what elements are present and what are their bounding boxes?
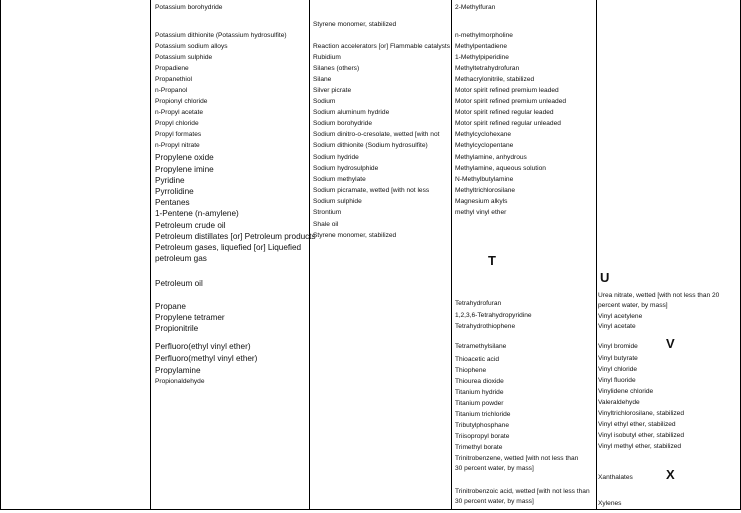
chemical-entry: Vinyl ethyl ether, stabilized xyxy=(598,421,676,428)
chemical-entry: Propyl chloride xyxy=(155,120,199,127)
chemical-entry: Urea nitrate, wetted [with not less than 20 percent water, by mass] xyxy=(598,292,720,309)
chemical-entry: Propionitrile xyxy=(155,324,199,333)
chemical-entry: Petroleum gases, liquefied [or] Liquefied petroleum gas xyxy=(155,243,302,263)
chemical-entry: methyl vinyl ether xyxy=(455,209,507,216)
chemical-entry: Titanium powder xyxy=(455,400,504,407)
chemical-entry: Petroleum oil xyxy=(155,279,203,288)
chemical-entry: Methylamine, aqueous solution xyxy=(455,165,546,172)
chemical-entry: Valeraldehyde xyxy=(598,399,640,406)
chemical-entry: Magnesium alkyls xyxy=(455,198,508,205)
chemical-entry: Titanium hydride xyxy=(455,389,504,396)
chemical-entry: Pyridine xyxy=(155,176,185,185)
chemical-entry: Sodium sulphide xyxy=(313,198,362,205)
column-divider xyxy=(309,0,310,510)
chemical-entry: Sodium methylate xyxy=(313,176,366,183)
chemical-entry: Perfluoro(ethyl vinyl ether) xyxy=(155,342,251,351)
chemical-entry: n-Propanol xyxy=(155,87,188,94)
chemical-entry: Tetrahydrofuran xyxy=(455,300,502,307)
letter-heading-x: X xyxy=(666,467,675,482)
chemical-entry: n-methylmorpholine xyxy=(455,32,513,39)
chemical-entry: Strontium xyxy=(313,209,342,216)
chemical-entry: Rubidium xyxy=(313,54,341,61)
chemical-entry: Titanium trichloride xyxy=(455,411,511,418)
chemical-entry: Motor spirit refined regular leaded xyxy=(455,109,554,116)
chemical-entry: Vinyl bromide xyxy=(598,343,638,350)
column-divider xyxy=(596,0,597,510)
chemical-entry: Pentanes xyxy=(155,198,190,207)
chemical-entry: Motor spirit refined premium leaded xyxy=(455,87,559,94)
chemical-entry: Reaction accelerators [or] Flammable catalysts xyxy=(313,43,451,50)
chemical-entry: Shale oil xyxy=(313,221,339,228)
chemical-entry: Vinyl isobutyl ether, stabilized xyxy=(598,432,685,439)
chemical-entry: Propane xyxy=(155,302,186,311)
chemical-entry: Silver picrate xyxy=(313,87,352,94)
chemical-entry: Methylpentadiene xyxy=(455,43,508,50)
chemical-entry: Potassium dithionite (Potassium hydrosulfite) xyxy=(155,32,287,39)
chemical-entry: Sodium borohydride xyxy=(313,120,373,127)
chemical-entry: Sodium dinitro-o-cresolate, wetted [with not xyxy=(313,131,440,138)
chemical-entry: Methyltrichlorosilane xyxy=(455,187,516,194)
chemical-entry: Vinyl butyrate xyxy=(598,355,638,362)
chemical-entry: Vinyltrichlorosilane, stabilized xyxy=(598,410,685,417)
chemical-entry: 1,2,3,6-Tetrahydropyridine xyxy=(455,312,532,319)
column-divider xyxy=(451,0,452,510)
chemical-entry: Perfluoro(methyl vinyl ether) xyxy=(155,354,258,363)
chemical-entry: Pyrrolidine xyxy=(155,187,194,196)
chemical-entry: Methylcyclopentane xyxy=(455,142,514,149)
chemical-entry: Silane xyxy=(313,76,332,83)
chemical-entry: Petroleum crude oil xyxy=(155,221,226,230)
chemical-entry: Tetrahydrothiophene xyxy=(455,323,516,330)
chemical-entry: Styrene monomer, stabilized xyxy=(313,21,397,28)
chemical-entry: Xylenes xyxy=(598,500,622,507)
chemical-entry: Vinyl methyl ether, stabilized xyxy=(598,443,682,450)
chemical-entry: Propylene oxide xyxy=(155,153,214,162)
chemical-entry: N-Methylbutylamine xyxy=(455,176,514,183)
chemical-entry: Sodium hydride xyxy=(313,154,359,161)
chemical-entry: 1-Pentene (n-amylene) xyxy=(155,209,239,218)
chemical-entry: Propylene tetramer xyxy=(155,313,225,322)
chemical-entry: n-Propyl nitrate xyxy=(155,142,200,149)
chemical-entry: Xanthalates xyxy=(598,474,633,481)
chemical-entry: Potassium sulphide xyxy=(155,54,213,61)
chemical-entry: Propylene imine xyxy=(155,165,214,174)
chemical-entry: Tributylphosphane xyxy=(455,422,510,429)
chemical-entry: Vinyl fluoride xyxy=(598,377,636,384)
chemical-entry: Tetramethylsilane xyxy=(455,343,507,350)
chemical-entry: Trimethyl borate xyxy=(455,444,503,451)
chemical-entry: Propyl formates xyxy=(155,131,202,138)
chemical-entry: Sodium xyxy=(313,98,336,105)
chemical-entry: Vinyl acetylene xyxy=(598,313,643,320)
letter-heading-u: U xyxy=(600,270,610,285)
column-divider xyxy=(150,0,151,510)
chemical-entry: Trinitrobenzoic acid, wetted [with not less than 30 percent water, by mass] xyxy=(455,488,590,505)
chemical-entry: Thioacetic acid xyxy=(455,356,499,363)
chemical-entry: Motor spirit refined premium unleaded xyxy=(455,98,567,105)
chemical-entry: Potassium sodium alloys xyxy=(155,43,228,50)
letter-heading-v: V xyxy=(666,336,675,351)
chemical-entry: Triisopropyl borate xyxy=(455,433,510,440)
chemical-entry: Propionaldehyde xyxy=(155,378,205,385)
chemical-entry: Propylamine xyxy=(155,366,201,375)
chemical-entry: Methylcyclohexane xyxy=(455,131,512,138)
chemical-entry: Methylamine, anhydrous xyxy=(455,154,527,161)
chemical-entry: Propanethiol xyxy=(155,76,193,83)
column-divider xyxy=(0,0,1,510)
chemical-entry: Thiourea dioxide xyxy=(455,378,504,385)
chemical-entry: Sodium hydrosulphide xyxy=(313,165,379,172)
letter-heading-t: T xyxy=(488,253,496,268)
chemical-entry: Vinyl acetate xyxy=(598,323,636,330)
chemical-entry: Motor spirit refined regular unleaded xyxy=(455,120,561,127)
chemical-entry: Sodium aluminum hydride xyxy=(313,109,390,116)
chemical-entry: Vinyl chloride xyxy=(598,366,638,373)
chemical-entry: n-Propyl acetate xyxy=(155,109,204,116)
chemical-entry: Styrene monomer, stabilized xyxy=(313,232,397,239)
chemical-entry: Trinitrobenzene, wetted [with not less than 30 percent water, by mass] xyxy=(455,455,579,472)
chemical-entry: Petroleum distillates [or] Petroleum products xyxy=(155,232,316,241)
chemical-entry: Methacrylonitrile, stabilized xyxy=(455,76,535,83)
chemical-entry: Silanes (others) xyxy=(313,65,360,72)
chemical-entry: 1-Methylpiperidine xyxy=(455,54,509,61)
chemical-entry: 2-Methylfuran xyxy=(455,4,496,11)
table-bottom-border xyxy=(0,509,741,510)
chemical-entry: Sodium picramate, wetted [with not less xyxy=(313,187,430,194)
chemical-entry: Methyltetrahydrofuran xyxy=(455,65,520,72)
chemical-entry: Sodium dithionite (Sodium hydrosulfite) xyxy=(313,142,428,149)
chemical-entry: Thiophene xyxy=(455,367,487,374)
chemical-entry: Propadiene xyxy=(155,65,189,72)
chemical-entry: Propionyl chloride xyxy=(155,98,208,105)
chemical-entry: Potassium borohydride xyxy=(155,4,223,11)
chemical-entry: Vinylidene chloride xyxy=(598,388,654,395)
